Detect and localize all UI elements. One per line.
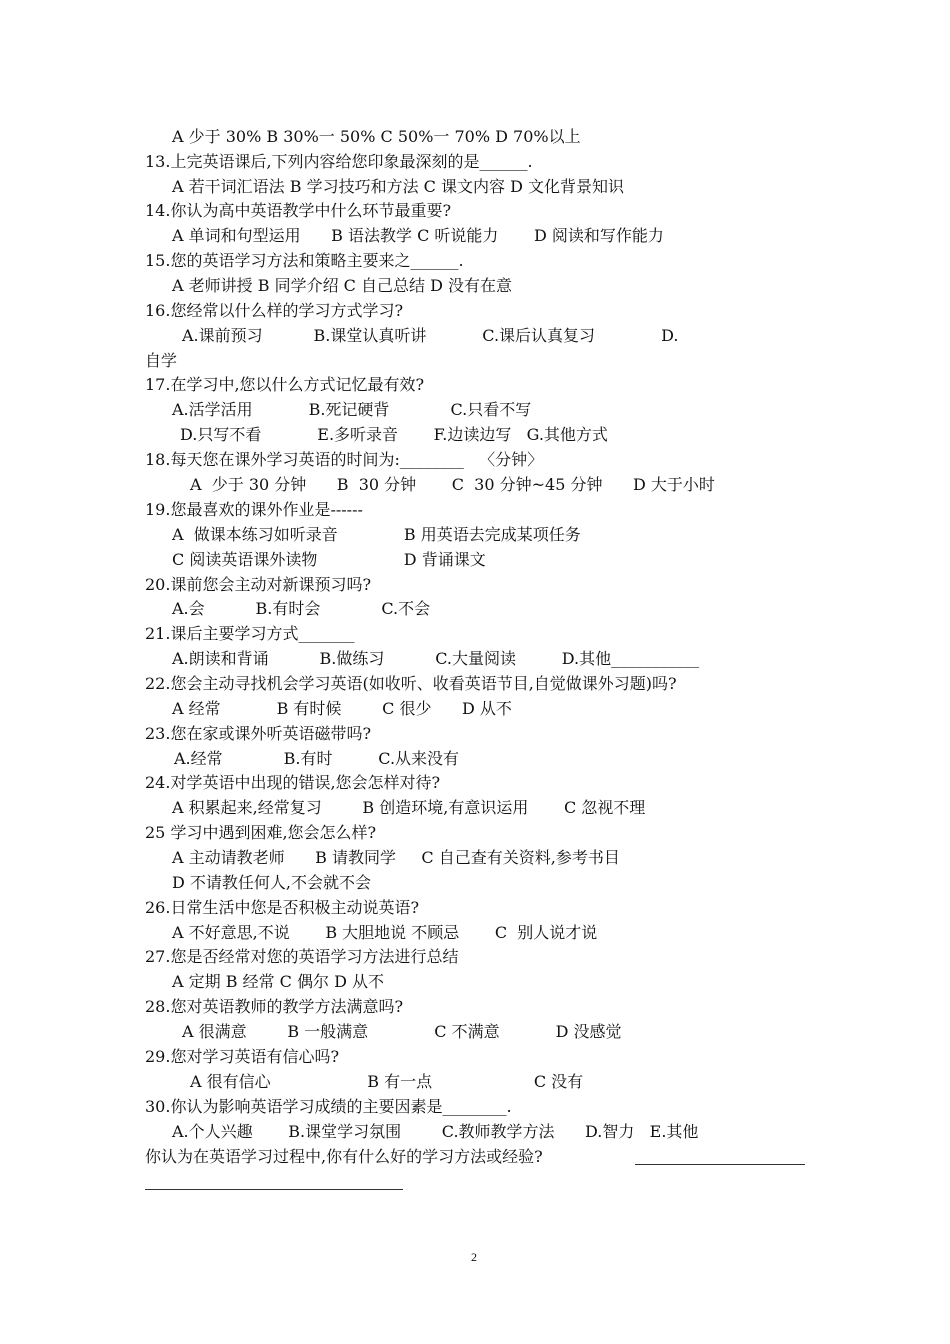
q27-options: A 定期 B 经常 C 偶尔 D 从不: [172, 972, 384, 991]
q30-question: 30.你认为影响英语学习成绩的主要因素是________.: [145, 1097, 512, 1116]
q20-question: 20.课前您会主动对新课预习吗?: [145, 575, 372, 594]
q18-question: 18.每天您在课外学习英语的时间为:________ 〈分钟〉: [145, 450, 544, 469]
q14-question: 14.你认为高中英语教学中什么环节最重要?: [145, 201, 452, 220]
q15-options: A 老师讲授 B 同学介绍 C 自己总结 D 没有在意: [172, 276, 512, 295]
q25-options-row1: A 主动请教老师 B 请教同学 C 自己查有关资料,参考书目: [172, 848, 620, 867]
q17-options-row1: A.活学活用 B.死记硬背 C.只看不写: [172, 400, 532, 419]
q22-options: A 经常 B 有时候 C 很少 D 从不: [172, 699, 512, 718]
answer-blank-line-1: [635, 1164, 805, 1165]
final-open-question: 你认为在英语学习过程中,你有什么好的学习方法或经验?: [145, 1147, 543, 1166]
q17-question: 17.在学习中,您以什么方式记忆最有效?: [145, 375, 425, 394]
q23-question: 23.您在家或课外听英语磁带吗?: [145, 724, 372, 743]
q28-options: A 很满意 B 一般满意 C 不满意 D 没感觉: [182, 1022, 622, 1041]
q26-options: A 不好意思,不说 B 大胆地说 不顾忌 C 别人说才说: [172, 923, 598, 942]
q29-options: A 很有信心 B 有一点 C 没有: [190, 1072, 584, 1091]
q30-options: A.个人兴趣 B.课堂学习氛围 C.教师教学方法 D.智力 E.其他: [172, 1122, 699, 1141]
q27-question: 27.您是否经常对您的英语学习方法进行总结: [145, 947, 459, 966]
q23-options: A.经常 B.有时 C.从来没有: [174, 749, 460, 768]
q19-question: 19.您最喜欢的课外作业是------: [145, 500, 363, 519]
q13-question: 13.上完英语课后,下列内容给您印象最深刻的是______.: [145, 152, 533, 171]
q15-question: 15.您的英语学习方法和策略主要来之______.: [145, 251, 464, 270]
q17-options-row2: D.只写不看 E.多听录音 F.边读边写 G.其他方式: [180, 425, 608, 444]
q18-options: A 少于 30 分钟 B 30 分钟 C 30 分钟~45 分钟 D 大于小时: [190, 475, 715, 494]
answer-blank-line-2: [145, 1189, 403, 1190]
q20-options: A.会 B.有时会 C.不会: [172, 599, 431, 618]
q19-options-row1: A 做课本练习如听录音 B 用英语去完成某项任务: [172, 525, 581, 544]
q22-question: 22.您会主动寻找机会学习英语(如收听、收看英语节目,自觉做课外习题)吗?: [145, 674, 677, 693]
q28-question: 28.您对英语教师的教学方法满意吗?: [145, 997, 404, 1016]
page-number: 2: [471, 1250, 477, 1264]
q24-options: A 积累起来,经常复习 B 创造环境,有意识运用 C 忽视不理: [172, 798, 646, 817]
q25-question: 25 学习中遇到困难,您会怎么样?: [145, 823, 377, 842]
q24-question: 24.对学英语中出现的错误,您会怎样对待?: [145, 773, 441, 792]
q16-question: 16.您经常以什么样的学习方式学习?: [145, 301, 404, 320]
q26-question: 26.日常生活中您是否积极主动说英语?: [145, 898, 420, 917]
q21-options: A.朗读和背诵 B.做练习 C.大量阅读 D.其他___________: [172, 649, 700, 668]
q16-options-cont: 自学: [145, 351, 178, 370]
q13-options: A 若干词汇语法 B 学习技巧和方法 C 课文内容 D 文化背景知识: [172, 177, 624, 196]
q14-options: A 单词和句型运用 B 语法教学 C 听说能力 D 阅读和写作能力: [172, 226, 664, 245]
q29-question: 29.您对学习英语有信心吗?: [145, 1047, 340, 1066]
q12-options: A 少于 30% B 30%一 50% C 50%一 70% D 70%以上: [172, 127, 581, 146]
q21-question: 21.课后主要学习方式_______: [145, 624, 355, 643]
q25-options-row2: D 不请教任何人,不会就不会: [172, 873, 372, 892]
q16-options: A.课前预习 B.课堂认真听讲 C.课后认真复习 D.: [182, 326, 679, 345]
q19-options-row2: C 阅读英语课外读物 D 背诵课文: [172, 550, 486, 569]
